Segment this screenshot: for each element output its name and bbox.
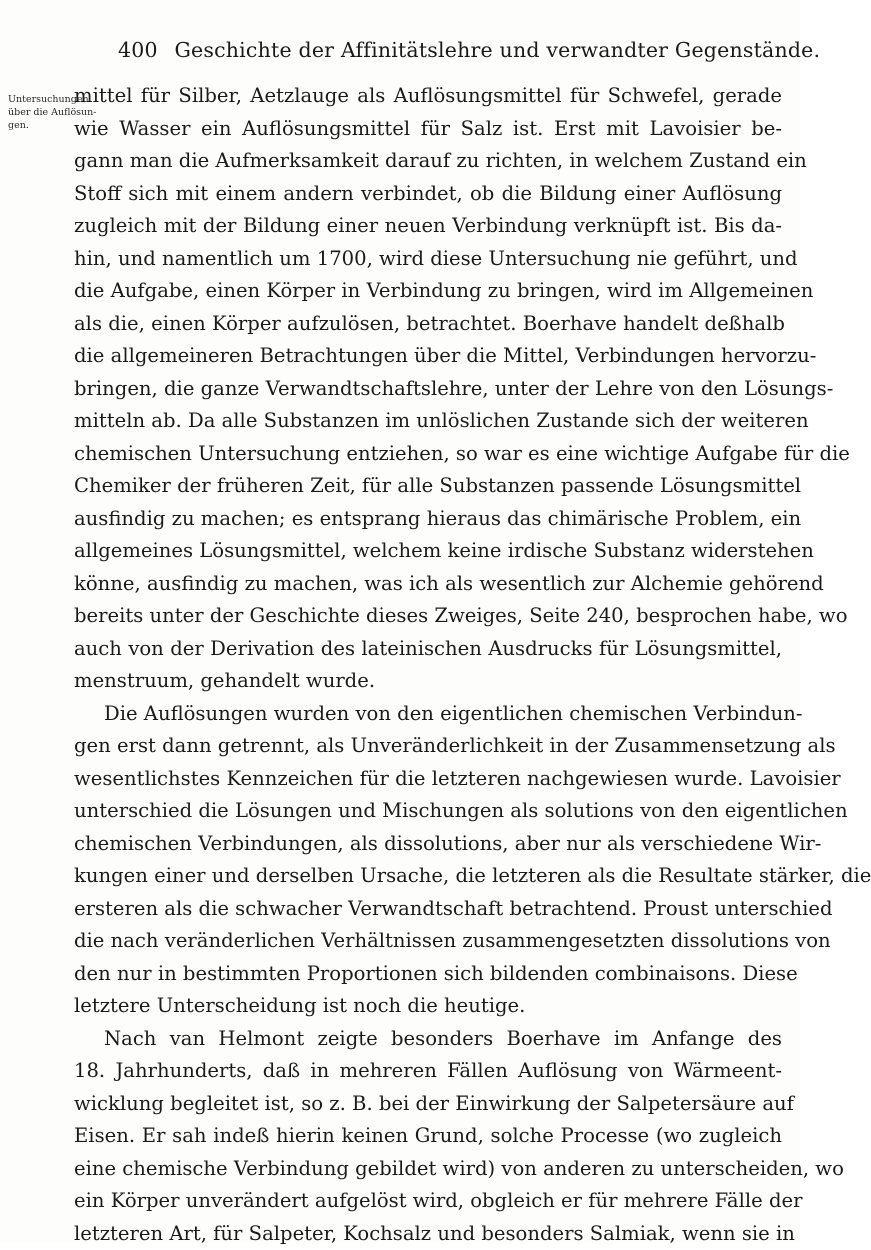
running-head [118,38,778,62]
text-line: die Aufgabe, einen Körper in Verbindung zu bringen, wird im Allgemeinen [74,275,782,308]
margin-note-line: Untersuchungen [8,93,70,106]
text-line: bringen, die ganze Verwandtschaftslehre, unter der Lehre von den Lösungs- [74,373,782,406]
text-line: kungen einer und derselben Ursache, die letzteren als die Resultate stärker, die [74,860,782,893]
margin-note [8,93,70,132]
margin-note-line: über die Auflösun- [8,106,70,119]
text-line: wesentlichstes Kennzeichen für die letzteren nachgewiesen wurde. Lavoisier [74,763,782,796]
text-line: als die, einen Körper aufzulösen, betrachtet. Boerhave handelt deßhalb [74,308,782,341]
text-line: 18. Jahrhunderts, daß in mehreren Fällen Auflösung von Wärmeent- [74,1055,782,1088]
text-line: bereits unter der Geschichte dieses Zweiges, Seite 240, besprochen habe, wo [74,600,782,633]
text-line: ausfindig zu machen; es entsprang hieraus das chimärische Problem, ein [74,503,782,536]
text-line: letztere Unterscheidung ist noch die heutige. [74,990,782,1023]
text-line: wicklung begleitet ist, so z. B. bei der Einwirkung der Salpetersäure auf [74,1088,782,1121]
text-line: allgemeines Lösungsmittel, welchem keine irdische Substanz widerstehen [74,535,782,568]
text-line: chemischen Untersuchung entziehen, so war es eine wichtige Aufgabe für die [74,438,782,471]
text-line: die nach veränderlichen Verhältnissen zusammengesetzten dissolutions von [74,925,782,958]
text-line: Stoff sich mit einem andern verbindet, ob die Bildung einer Auflösung [74,178,782,211]
text-line: ein Körper unverändert aufgelöst wird, obgleich er für mehrere Fälle der [74,1185,782,1218]
text-line: zugleich mit der Bildung einer neuen Verbindung verknüpft ist. Bis da- [74,210,782,243]
margin-note-line: gen. [8,119,70,132]
running-title: Geschichte der Affinitätslehre und verwandter Gegenstände. [174,38,820,62]
text-line: letzteren Art, für Salpeter, Kochsalz und besonders Salmiak, wenn sie in [74,1218,782,1250]
text-line: auch von der Derivation des lateinischen Ausdrucks für Lösungsmittel, [74,633,782,666]
body-text [74,80,782,1250]
text-line: unterschied die Lösungen und Mischungen als solutions von den eigentlichen [74,795,782,828]
text-line: chemischen Verbindungen, als dissolutions, aber nur als verschiedene Wir- [74,828,782,861]
text-line: Nach van Helmont zeigte besonders Boerhave im Anfange des [74,1023,782,1056]
text-line: hin, und namentlich um 1700, wird diese Untersuchung nie geführt, und [74,243,782,276]
text-line: Eisen. Er sah indeß hierin keinen Grund, solche Processe (wo zugleich [74,1120,782,1153]
text-line: eine chemische Verbindung gebildet wird) von anderen zu unterscheiden, wo [74,1153,782,1186]
text-line: gann man die Aufmerksamkeit darauf zu richten, in welchem Zustand ein [74,145,782,178]
text-line: wie Wasser ein Auflösungsmittel für Salz ist. Erst mit Lavoisier be- [74,113,782,146]
text-line: die allgemeineren Betrachtungen über die Mittel, Verbindungen hervorzu- [74,340,782,373]
text-line: Chemiker der früheren Zeit, für alle Substanzen passende Lösungsmittel [74,470,782,503]
text-line: menstruum, gehandelt wurde. [74,665,782,698]
text-line: gen erst dann getrennt, als Unveränderlichkeit in der Zusammensetzung als [74,730,782,763]
text-line: mitteln ab. Da alle Substanzen im unlöslichen Zustande sich der weiteren [74,405,782,438]
text-line: den nur in bestimmten Proportionen sich bildenden combinaisons. Diese [74,958,782,991]
page-number: 400 [118,38,158,62]
text-line: Die Auflösungen wurden von den eigentlichen chemischen Verbindun- [74,698,782,731]
text-line: ersteren als die schwacher Verwandtschaft betrachtend. Proust unterschied [74,893,782,926]
text-line: mittel für Silber, Aetzlauge als Auflösungsmittel für Schwefel, gerade [74,80,782,113]
text-line: könne, ausfindig zu machen, was ich als wesentlich zur Alchemie gehörend [74,568,782,601]
